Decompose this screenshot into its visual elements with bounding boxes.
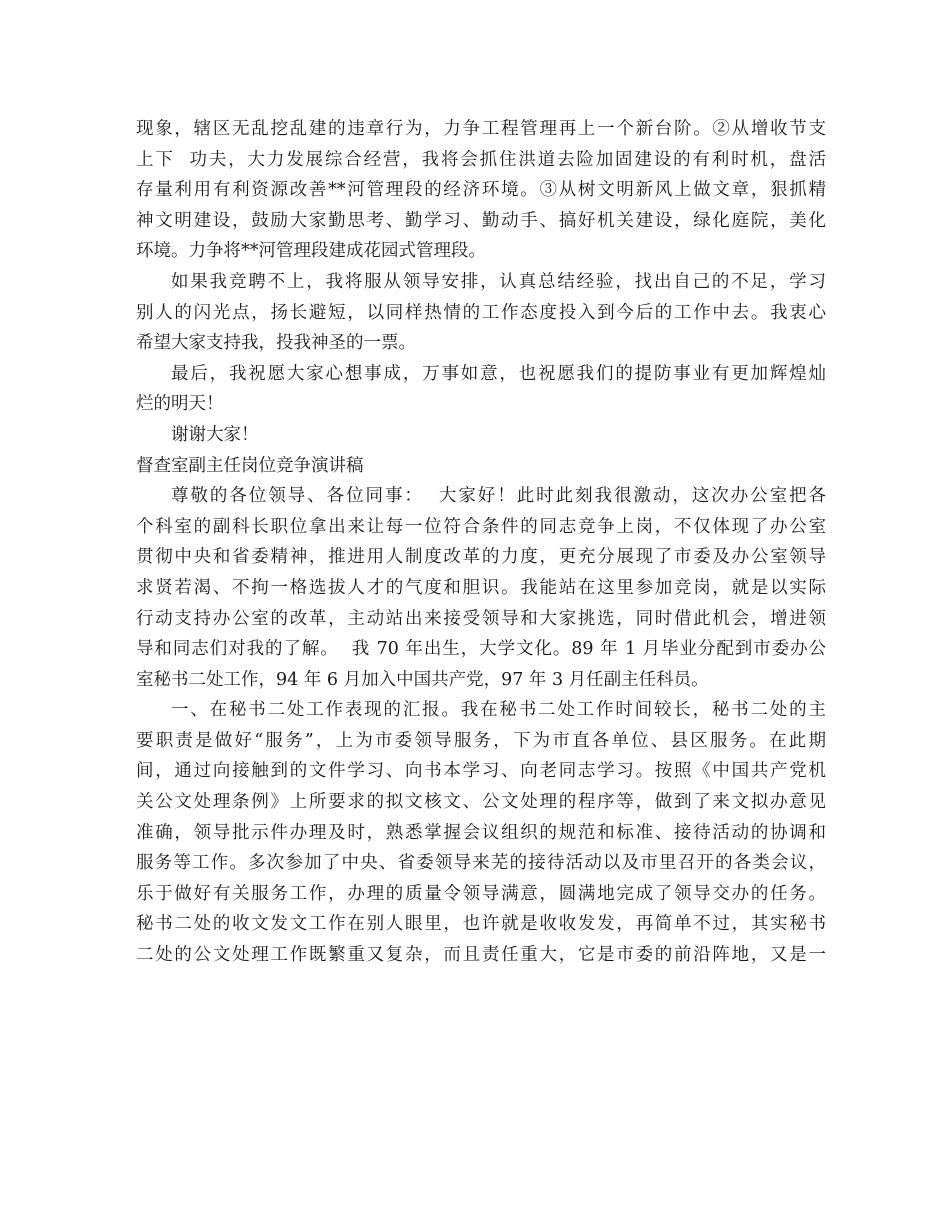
text-line: 间，通过向接触到的文件学习、向书本学习、向老同志学习。按照《中国共产党机 — [136, 761, 826, 782]
text-line: 上下 功夫，大力发展综合经营，我将会抓住洪道去险加固建设的有利时机，盘活 — [136, 149, 826, 170]
document-body — [136, 114, 826, 971]
text-line: 关公文处理条例》上所要求的拟文核文、公文处理的程序等，做到了来文拟办意见 — [136, 792, 826, 813]
text-line: 谢谢大家！ — [171, 424, 259, 445]
text-line: 一、在秘书二处工作表现的汇报。我在秘书二处工作时间较长，秘书二处的主 — [171, 700, 826, 721]
text-line: 准确，领导批示件办理及时，熟悉掌握会议组织的规范和标准、接待活动的协调和 — [136, 822, 826, 843]
text-line: 希望大家支持我，投我神圣的一票。 — [136, 333, 416, 354]
text-line: 求贤若渴、不拘一格选拔人才的气度和胆识。我能站在这里参加竞岗，就是以实际 — [136, 577, 826, 598]
text-line: 秘书二处的收文发文工作在别人眼里，也许就是收收发发，再简单不过，其实秘书 — [136, 914, 826, 935]
text-line: 别人的闪光点，扬长避短，以同样热情的工作态度投入到今后的工作中去。我衷心 — [136, 302, 826, 323]
text-line: 导和同志们对我的了解。 我 70 年出生，大学文化。89 年 1 月毕业分配到市委办公 — [136, 639, 826, 660]
text-line: 尊敬的各位领导、各位同事： 大家好！此时此刻我很激动，这次办公室把各 — [171, 486, 826, 507]
text-line: 环境。力争将**河管理段建成花园式管理段。 — [136, 241, 486, 262]
text-line: 个科室的副科长职位拿出来让每一位符合条件的同志竞争上岗，不仅体现了办公室 — [136, 516, 826, 537]
text-line: 神文明建设，鼓励大家勤思考、勤学习、勤动手、搞好机关建设，绿化庭院，美化 — [136, 210, 826, 231]
text-line: 服务等工作。多次参加了中央、省委领导来芜的接待活动以及市里召开的各类会议， — [136, 853, 826, 874]
text-line: 最后，我祝愿大家心想事成，万事如意，也祝愿我们的提防事业有更加辉煌灿 — [171, 363, 826, 384]
text-line: 要职责是做好“服务”，上为市委领导服务，下为市直各单位、县区服务。在此期 — [136, 730, 826, 751]
text-line: 行动支持办公室的改革，主动站出来接受领导和大家挑选，同时借此机会，增进领 — [136, 608, 826, 629]
text-line: 乐于做好有关服务工作，办理的质量令领导满意，圆满地完成了领导交办的任务。 — [136, 883, 826, 904]
text-line: 室秘书二处工作，94 年 6 月加入中国共产党，97 年 3 月任副主任科员。 — [136, 669, 709, 690]
text-line: 存量利用有利资源改善**河管理段的经济环境。③从树文明新风上做文章，狠抓精 — [136, 180, 826, 201]
text-line: 贯彻中央和省委精神，推进用人制度改革的力度，更充分展现了市委及办公室领导 — [136, 547, 826, 568]
text-line: 二处的公文处理工作既繁重又复杂，而且责任重大，它是市委的前沿阵地，又是一 — [136, 945, 826, 966]
text-line: 如果我竞聘不上，我将服从领导安排，认真总结经验，找出自己的不足，学习 — [171, 271, 826, 292]
text-line: 现象，辖区无乱挖乱建的违章行为，力争工程管理再上一个新台阶。②从增收节支 — [136, 119, 826, 139]
text-line: 督查室副主任岗位竞争演讲稿 — [136, 455, 364, 476]
text-line: 烂的明天！ — [136, 394, 224, 415]
